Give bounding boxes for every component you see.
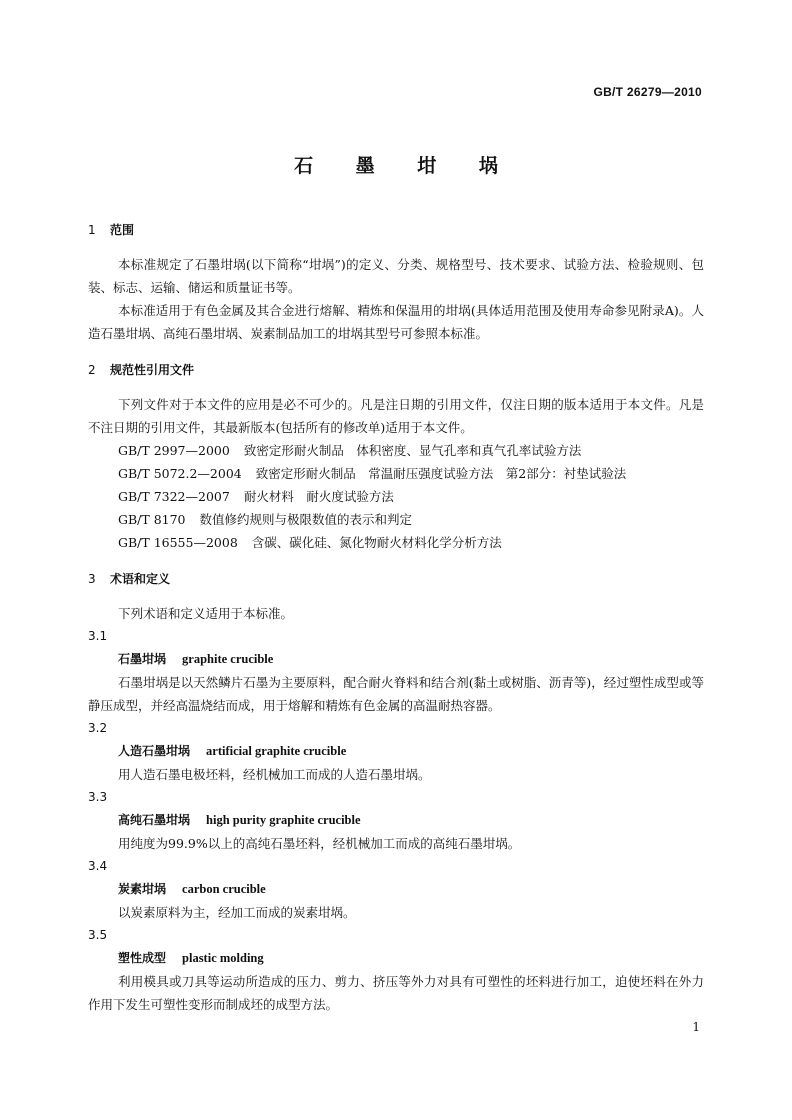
paragraph: 本标准规定了石墨坩埚(以下简称“坩埚”)的定义、分类、规格型号、技术要求、试验方法、检验规则、包装、标志、运输、储运和质量证书等。 [88,257,704,295]
term-definition: 用人造石墨电极坯料，经机械加工而成的人造石墨坩埚。 [118,767,431,782]
term-definition: 以炭素原料为主，经加工而成的炭素坩埚。 [118,905,356,920]
paragraph: 下列文件对于本文件的应用是必不可少的。凡是注日期的引用文件，仅注日期的版本适用于本文件。凡是不注日期的引用文件，其最新版本(包括所有的修改单)适用于本文件。 [88,397,704,435]
term-name-zh: 塑性成型 [118,951,167,965]
section-number: 2 [88,363,96,377]
reference-code: GB/T 8170 [118,512,186,527]
section-title: 范围 [110,223,135,237]
term-name-en: high purity graphite crucible [206,813,361,827]
term-number: 3.1 [88,629,108,643]
term-name-en: plastic molding [182,951,264,965]
term-name-zh: 炭素坩埚 [118,882,167,896]
reference-code: GB/T 7322—2007 [118,489,230,504]
section-title: 规范性引用文件 [110,363,195,377]
term-definition: 利用模具或刀具等运动所造成的压力、剪力、挤压等外力对具有可塑性的坯料进行加工，迫使坯料在外力作用下发生可塑性变形而制成坯的成型方法。 [88,974,704,1012]
term-name-en: graphite crucible [182,652,274,666]
reference-title: 耐火材料 耐火度试验方法 [243,489,394,504]
section-number: 3 [88,572,96,586]
term-name-zh: 高纯石墨坩埚 [118,813,191,827]
paragraph: 本标准适用于有色金属及其合金进行熔解、精炼和保温用的坩埚(具体适用范围及使用寿命参见附录A)。人造石墨坩埚、高纯石墨坩埚、炭素制品加工的坩埚其型号可参照本标准。 [88,303,704,341]
section-heading-terms [88,568,704,591]
section-heading-scope [88,219,704,242]
term-number: 3.2 [88,721,108,735]
term-number: 3.5 [88,928,108,942]
term-number: 3.3 [88,790,108,804]
reference-item [88,531,704,554]
term-definition: 用纯度为99.9%以上的高纯石墨坯料，经机械加工而成的高纯石墨坩埚。 [118,836,521,851]
document-title: 石 墨 坩 埚 [294,155,516,177]
reference-item [88,439,704,462]
term-name [88,648,704,671]
term-name [88,809,704,832]
section-title: 术语和定义 [110,572,171,586]
document-body [88,219,704,1016]
term-name [88,740,704,763]
section-number: 1 [88,223,96,237]
reference-code: GB/T 2997—2000 [118,443,230,458]
section-heading-normative-references [88,359,704,382]
term-name-zh: 人造石墨坩埚 [118,744,191,758]
reference-title: 数值修约规则与极限数值的表示和判定 [199,512,413,527]
reference-code: GB/T 16555—2008 [118,535,238,550]
term-name [88,947,704,970]
term-name-en: carbon crucible [182,882,266,896]
reference-item [88,508,704,531]
term-definition: 石墨坩埚是以天然鳞片石墨为主要原料，配合耐火脊料和结合剂(黏土或树脂、沥青等)，经过塑性成型或等静压成型，并经高温烧结而成，用于熔解和精炼有色金属的高温耐热容器。 [88,675,704,713]
reference-item [88,462,704,485]
term-name-zh: 石墨坩埚 [118,652,167,666]
paragraph: 下列术语和定义适用于本标准。 [118,606,294,621]
term-number: 3.4 [88,859,108,873]
reference-code: GB/T 5072.2—2004 [118,466,242,481]
reference-title: 含碳、碳化硅、氮化物耐火材料化学分析方法 [251,535,502,550]
page-number: 1 [692,1020,700,1034]
term-name [88,878,704,901]
standard-code: GB/T 26279—2010 [593,85,702,99]
reference-title: 致密定形耐火制品 常温耐压强度试验方法 第2部分：衬垫试验法 [255,466,627,481]
term-name-en: artificial graphite crucible [206,744,347,758]
reference-title: 致密定形耐火制品 体积密度、显气孔率和真气孔率试验方法 [243,443,582,458]
reference-item [88,485,704,508]
